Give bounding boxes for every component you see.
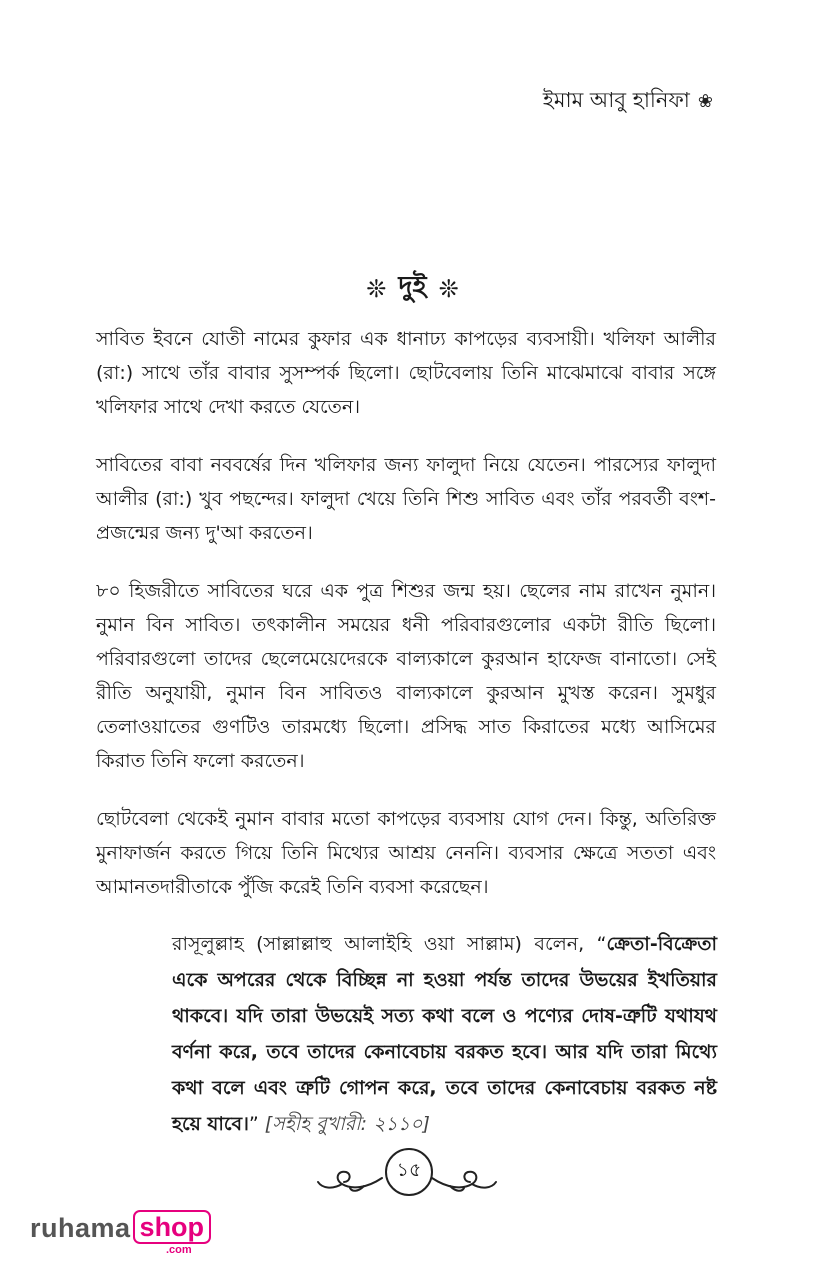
hadith-text: ক্রেতা-বিক্রেতা একে অপরের থেকে বিচ্ছিন্ন না হওয়া পর্যন্ত তাদের উভয়ের ইখতিয়ার থাকবে। যদি তারা উভয়েই সত্য কথা বলে ও পণ্যের দোষ-ত্রুটি যথাযথ বর্ণনা করে, তবে তাদের কেনাবেচায় বরকত হবে। আর যদি তারা মিথ্যে কথা বলে এবং ত্রুটি গোপন করে, তবে তাদের কেনাবেচায় বরকত নষ্ট হয়ে যাবে। [172,933,717,1135]
paragraph: সাবিত ইবনে যোতী নামের কুফার এক ধানাঢ্য কাপড়ের ব্যবসায়ী। খলিফা আলীর (রা:) সাথে তাঁর বাবার সুসম্পর্ক ছিলো। ছোটবেলায় তিনি মাঝেমাঝে বাবার সঙ্গে খলিফার সাথে দেখা করতে যেতেন। [96,328,716,418]
paragraph: ৮০ হিজরীতে সাবিতের ঘরে এক পুত্র শিশুর জন্ম হয়। ছেলের নাম রাখেন নুমান। নুমান বিন সাবিত। তৎকালীন সময়ের ধনী পরিবারগুলোর একটা রীতি ছিলো। পরিবারগুলো তাদের ছেলেমেয়েদেরকে বাল্যকালে কুরআন হাফেজ বানাতো। সেই রীতি অনুযায়ী, নুমান বিন সাবিতও বাল্যকালে কুরআন মুখস্ত করেন। সুমধুর তেলাওয়াতের গুণটিও তারমধ্যে ছিলো। প্রসিদ্ধ সাত কিরাতের মধ্যে আসিমের কিরাত তিনি ফলো করতেন। [96,580,716,772]
chapter-heading [0,266,825,311]
hadith-source: [সহীহ বুখারী: ২১১০] [264,1113,430,1135]
quote-intro: রাসূলুল্লাহ (সাল্লাল্লাহু আলাইহি ওয়া সাল্লাম) বলেন, “ [172,933,607,955]
page-number: ১৫ [385,1148,433,1196]
quote-close: ” [248,1113,259,1135]
running-title: ইমাম আবু হানিফা [542,88,690,112]
logo-shop: shop [133,1210,212,1244]
running-header [543,84,713,119]
chapter-title: দুই [398,271,427,302]
flower-icon: ❀ [697,91,713,112]
logo-domain: .com [166,1244,192,1256]
body-text [96,322,716,928]
paragraph: ছোটবেলা থেকেই নুমান বাবার মতো কাপড়ের ব্যবসায় যোগ দেন। কিন্তু, অতিরিক্ত মুনাফার্জন করতে গিয়ে তিনি মিথ্যের আশ্রয় নেননি। ব্যবসার ক্ষেত্রে সততা এবং আমানতদারীতাকে পুঁজি করেই তিনি ব্যবসা করেছেন। [96,808,716,898]
hadith-quote [172,926,717,1142]
star-ornament-icon: ❊ [438,274,459,303]
logo-brand: ruhama [30,1213,131,1243]
watermark-logo [30,1210,211,1256]
paragraph: সাবিতের বাবা নববর্ষের দিন খলিফার জন্য ফালুদা নিয়ে যেতেন। পারস্যের ফালুদা আলীর (রা:) খুব পছন্দের। ফালুদা খেয়ে তিনি শিশু সাবিত এবং তাঁর পরবর্তী বংশ-প্রজন্মের জন্য দু'আ করতেন। [96,454,716,544]
page-footer [312,1140,502,1210]
star-ornament-icon: ❊ [366,274,387,303]
